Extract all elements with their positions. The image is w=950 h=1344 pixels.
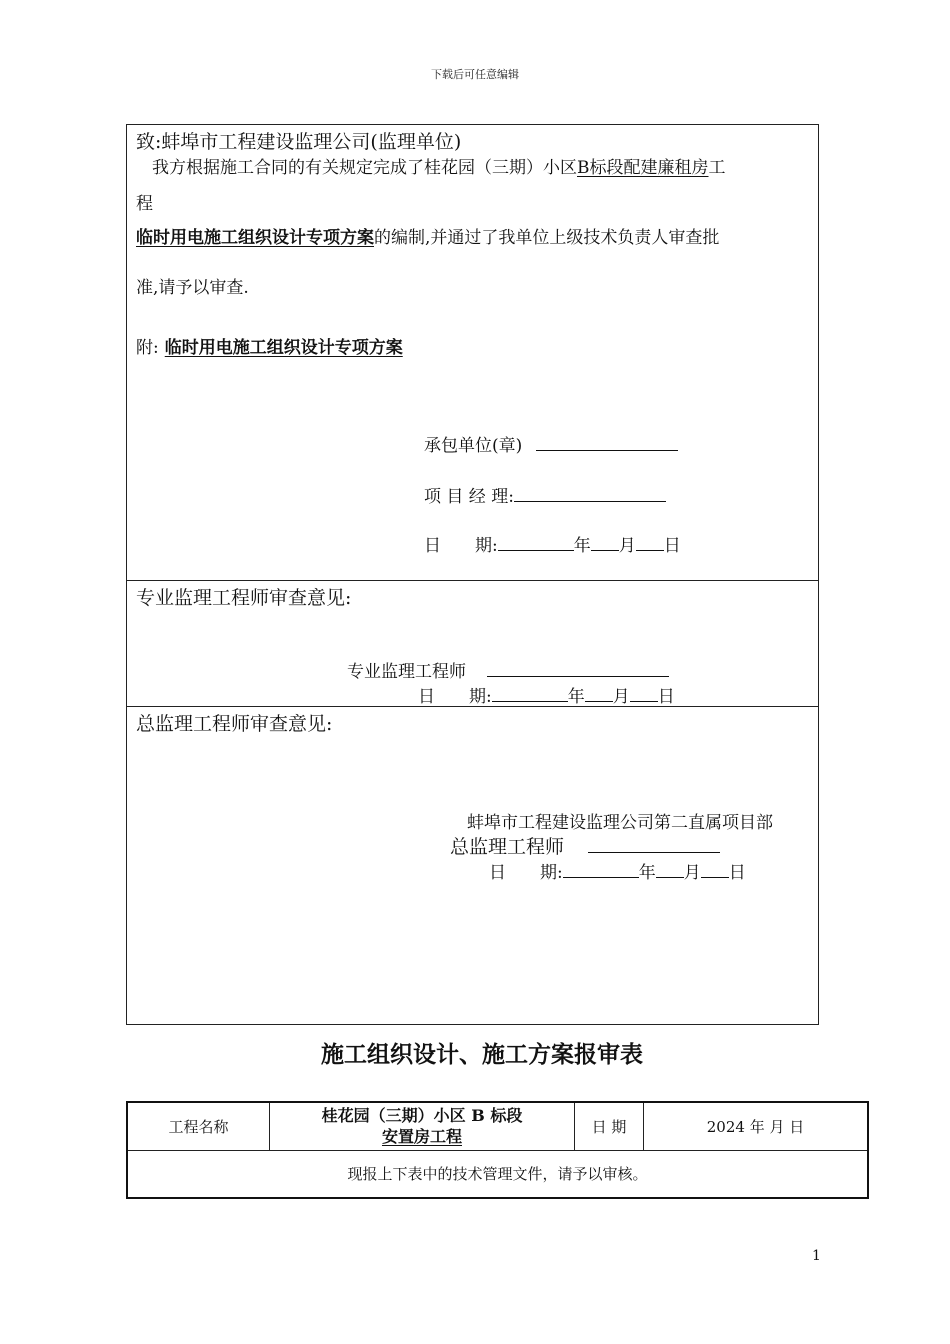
project-name-line-1: 桂花园（三期）小区 B 标段: [321, 1106, 523, 1126]
body-line-3-suffix: 的编制,并通过了我单位上级技术负责人审查批: [374, 228, 720, 248]
body-line-1: [152, 153, 726, 178]
project-name-line-2: 安置房工程: [381, 1127, 462, 1147]
engineer-review-title: 专业监理工程师审查意见:: [136, 587, 352, 609]
month-field[interactable]: [585, 687, 613, 702]
contractor-label: 承包单位(章): [424, 436, 523, 456]
date-label: 日 期:: [424, 536, 498, 556]
date-label: 日 期:: [489, 863, 563, 883]
chief-review-section: [126, 706, 819, 1025]
body-line-1-prefix: 我方根据施工合同的有关规定完成了桂花园（三期）小区: [152, 158, 577, 178]
engineer-signer-line: [347, 657, 669, 682]
engineer-review-section: [126, 580, 819, 707]
chief-signer-line: [450, 832, 720, 859]
date-line-3: [489, 858, 746, 883]
attachment-label: 附:: [136, 338, 159, 358]
notice-cell: 现报上下表中的技术管理文件，请予以审核。: [127, 1150, 868, 1198]
table-row: [127, 1102, 868, 1150]
engineer-signature-field[interactable]: [487, 662, 669, 677]
day-field[interactable]: [701, 863, 729, 878]
body-line-3: [136, 223, 719, 248]
month-field[interactable]: [656, 863, 684, 878]
day-label: 日: [728, 863, 746, 883]
chief-signer-label: 总监理工程师: [450, 836, 565, 858]
project-info-table: [126, 1101, 869, 1199]
date-label: 日 期:: [418, 687, 492, 707]
scheme-name: 临时用电施工组织设计专项方案: [136, 228, 374, 248]
manager-signature-field[interactable]: [514, 487, 666, 502]
date-line-2: [418, 682, 675, 707]
attachment-line: [136, 333, 403, 358]
chief-review-title: 总监理工程师审查意见:: [136, 713, 333, 735]
date-line-1: [424, 531, 681, 556]
submission-section: [126, 124, 819, 581]
project-name-label: 工程名称: [127, 1102, 270, 1150]
day-label: 日: [663, 536, 681, 556]
attachment-value: 临时用电施工组织设计专项方案: [164, 338, 403, 358]
manager-line: [424, 482, 666, 507]
supervisor-org: 蚌埠市工程建设监理公司第二直属项目部: [467, 813, 773, 833]
manager-label: 项 目 经 理:: [424, 487, 514, 507]
year-label: 年: [638, 863, 656, 883]
date-value-cell: 2024 年 月 日: [644, 1102, 869, 1150]
year-label: 年: [567, 687, 585, 707]
month-label: 月: [612, 687, 630, 707]
contractor-signature-field[interactable]: [536, 436, 678, 451]
form-title: 施工组织设计、施工方案报审表: [321, 1042, 643, 1068]
body-line-1-underlined: B标段配建廉租房: [577, 158, 709, 178]
engineer-signer-label: 专业监理工程师: [347, 662, 466, 682]
body-line-4: 准,请予以审查.: [136, 278, 249, 298]
day-field[interactable]: [630, 687, 658, 702]
date-label-cell: 日 期: [575, 1102, 644, 1150]
project-name-cell: [270, 1102, 575, 1150]
addressee-line: 致:蚌埠市工程建设监理公司(监理单位): [136, 131, 462, 153]
contractor-line: [424, 431, 678, 456]
month-field[interactable]: [591, 536, 619, 551]
day-label: 日: [657, 687, 675, 707]
month-label: 月: [683, 863, 701, 883]
year-field[interactable]: [492, 687, 568, 702]
month-label: 月: [618, 536, 636, 556]
page-number: 1: [812, 1248, 821, 1264]
header-note: 下载后可任意编辑: [431, 68, 519, 81]
day-field[interactable]: [636, 536, 664, 551]
year-label: 年: [573, 536, 591, 556]
table-row: [127, 1150, 868, 1198]
body-line-1-suffix: 工: [708, 158, 726, 178]
body-line-2: 程: [136, 194, 153, 214]
year-field[interactable]: [498, 536, 574, 551]
year-field[interactable]: [563, 863, 639, 878]
chief-signature-field[interactable]: [588, 838, 720, 853]
